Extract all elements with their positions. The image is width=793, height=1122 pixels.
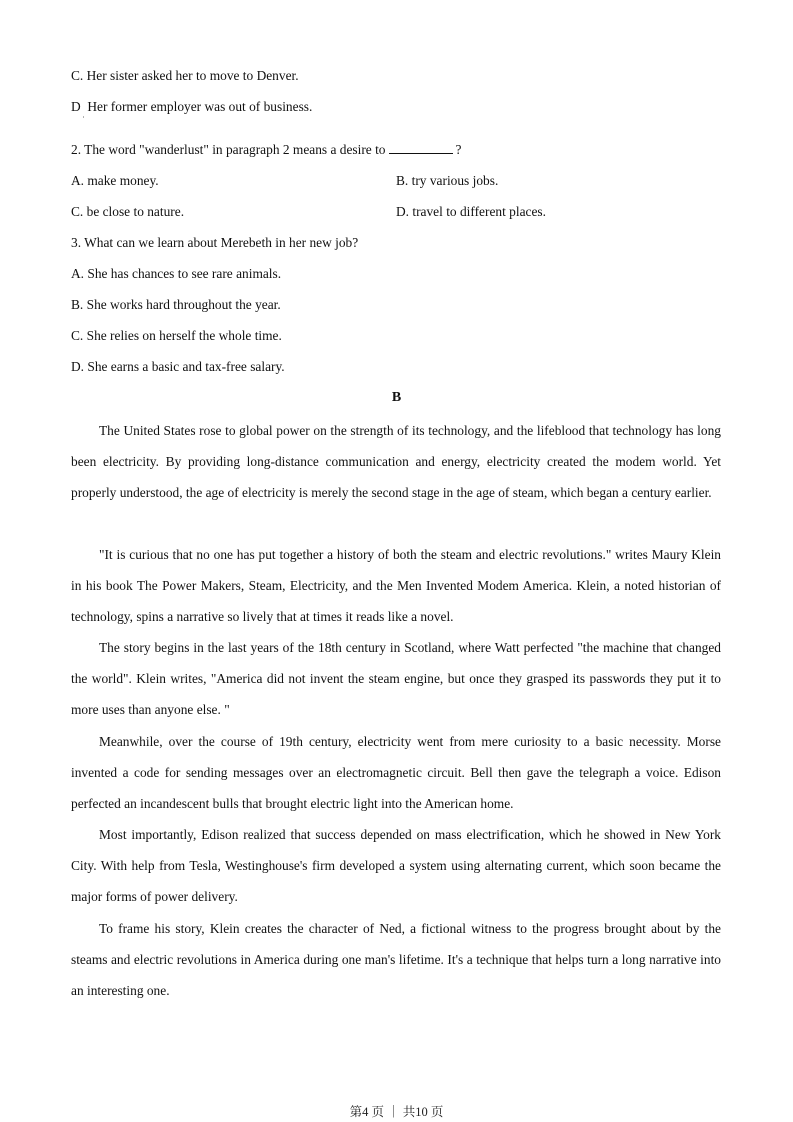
answer-blank — [389, 142, 453, 154]
paragraph-3: The story begins in the last years of the 18th century in Scotland, where Watt perfected "the machine that changed the world". Klein writes, "America did not invent the steam engine, but once they grasped its passwords they put it to more uses than anyone else. " — [71, 640, 721, 718]
q3-option-a: A. She has chances to see rare animals. — [71, 266, 282, 281]
q3-stem: 3. What can we learn about Merebeth in her new job? — [71, 235, 359, 250]
q2-stem-end: ? — [455, 142, 462, 157]
q3-option-d: D. She earns a basic and tax-free salary. — [71, 359, 285, 374]
q2-option-d: D. travel to different places. — [396, 204, 546, 219]
q1-option-c: C. Her sister asked her to move to Denver. — [71, 68, 299, 83]
stray-mark: ˙ — [82, 115, 85, 125]
q3-option-b: B. She works hard throughout the year. — [71, 297, 281, 312]
q1-option-d: D Her former employer was out of business. — [71, 99, 313, 114]
q2-stem — [71, 142, 461, 158]
q2-option-c: C. be close to nature. — [71, 204, 185, 219]
paragraph-6: To frame his story, Klein creates the character of Ned, a fictional witness to the progress brought about by the steams and electric revolutions in America during one man's lifetime. It's a technique that helps turn a long narrative into an interesting one. — [71, 921, 721, 999]
q2-option-a: A. make money. — [71, 173, 159, 188]
section-b-title: B — [391, 390, 402, 405]
q2-stem-text: 2. The word "wanderlust" in paragraph 2 means a desire to — [71, 142, 386, 157]
paragraph-4: Meanwhile, over the course of 19th century, electricity went from mere curiosity to a basic necessity. Morse invented a code for sending messages over an electromagnetic circuit. Bell then gave the telegraph a voice. Edison perfected an incandescent bulls that brought electric light into the American home. — [71, 734, 721, 812]
q2-option-b: B. try various jobs. — [396, 173, 499, 188]
q3-option-c: C. She relies on herself the whole time. — [71, 328, 282, 343]
paragraph-1: The United States rose to global power on the strength of its technology, and the lifeblood that technology has long been electricity. By providing long-distance communication and energy, electricity created the modem world. Yet properly understood, the age of electricity is merely the second stage in the age of steam, which began a century earlier. — [71, 423, 721, 501]
paragraph-5: Most importantly, Edison realized that success depended on mass electrification, which he showed in New York City. With help from Tesla, Westinghouse's firm developed a system using alternating current, which soon became the major forms of power delivery. — [71, 827, 721, 905]
page-footer: 第4 页 ｜ 共10 页 — [349, 1105, 444, 1119]
paragraph-2: "It is curious that no one has put together a history of both the steam and electric revolutions." writes Maury Klein in his book The Power Makers, Steam, Electricity, and the Men Invented Modem America. Klein, a noted historian of technology, spins a narrative so lively that at times it reads like a novel. — [71, 547, 721, 625]
